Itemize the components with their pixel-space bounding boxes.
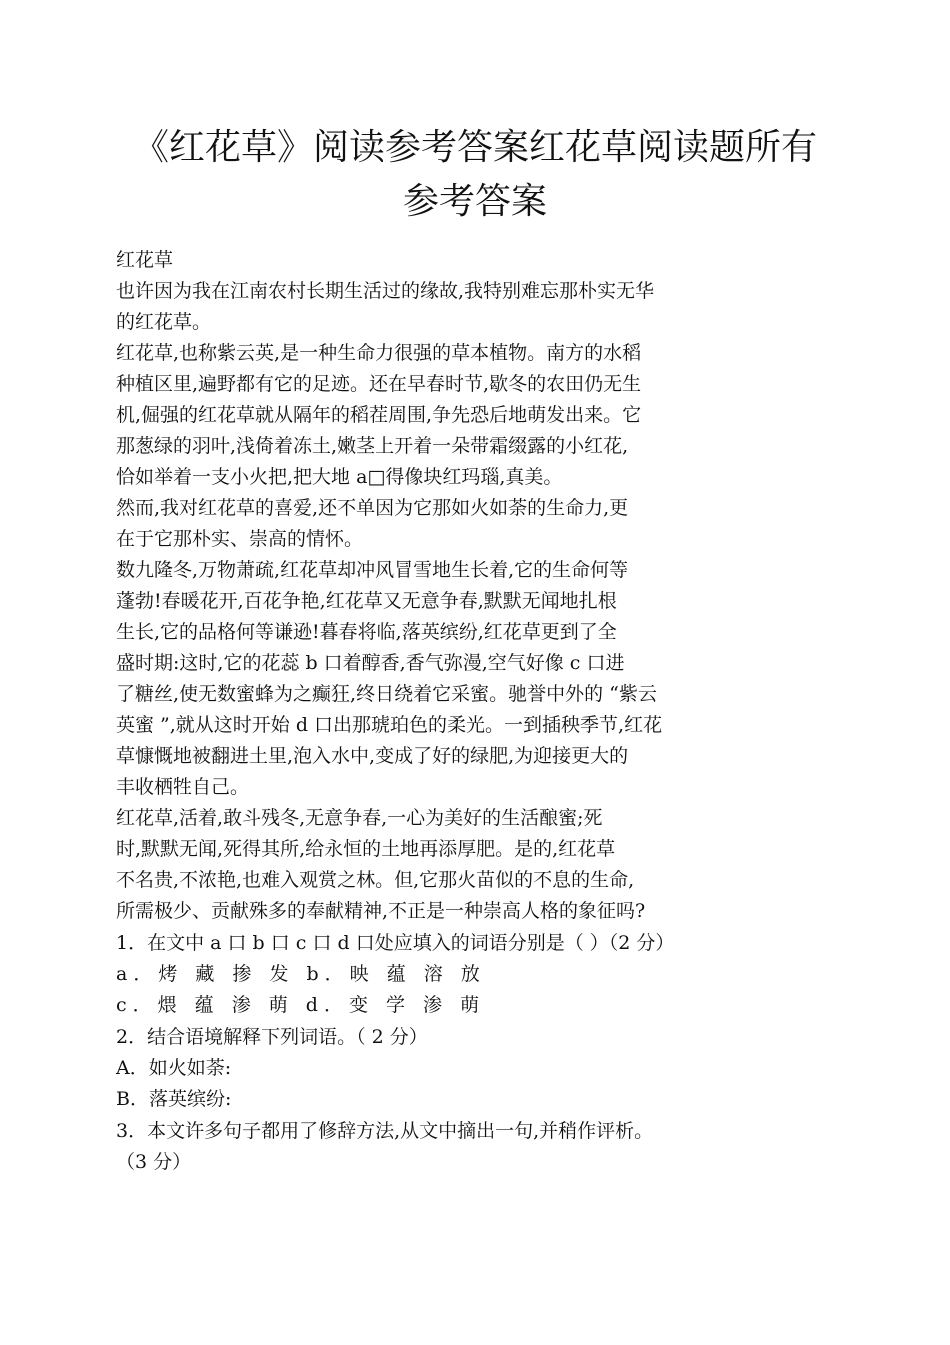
passage-line: 机,倔强的红花草就从隔年的稻茬周围,争先恐后地萌发出来。它 xyxy=(116,404,642,426)
question-1-options-ab: a．烤 藏 掺 发 b．映 蕴 溶 放 xyxy=(116,963,486,985)
passage-line: 数九隆冬,万物萧疏,红花草却冲风冒雪地生长着,它的生命何等 xyxy=(116,559,629,581)
document-title-line-1: 《红花草》阅读参考答案红花草阅读题所有 xyxy=(132,127,817,168)
passage-line: 生长,它的品格何等谦逊!暮春将临,落英缤纷,红花草更到了全 xyxy=(116,621,617,643)
passage-line: 红花草,也称紫云英,是一种生命力很强的草本植物。南方的水稻 xyxy=(116,342,642,364)
passage-line: 盛时期:这时,它的花蕊 b 口着醇香,香气弥漫,空气好像 c 口进 xyxy=(116,652,625,674)
passage-line: 丰收栖牲自己。 xyxy=(116,776,250,798)
document-title-line-2: 参考答案 xyxy=(402,181,547,222)
question-2-item-b: B．落英缤纷: xyxy=(116,1088,232,1110)
passage-line: 不名贵,不浓艳,也难入观赏之林。但,它那火苗似的不息的生命, xyxy=(116,869,635,891)
question-2: 2．结合语境解释下列词语。（ 2 分） xyxy=(116,1026,428,1048)
passage-line: 的红花草。 xyxy=(116,311,212,333)
passage-line: 了糖丝,使无数蜜蜂为之癫狂,终日绕着它采蜜。驰誉中外的 “紫云 xyxy=(116,683,657,705)
passage-line: 种植区里,遍野都有它的足迹。还在早春时节,歇冬的农田仍无生 xyxy=(116,373,642,395)
passage-line: 红花草,活着,敢斗残冬,无意争春,一心为美好的生活酿蜜;死 xyxy=(116,807,603,829)
passage-line: 然而,我对红花草的喜爱,还不单因为它那如火如荼的生命力,更 xyxy=(116,497,629,519)
passage-line: 草慷慨地被翻进土里,泡入水中,变成了好的绿肥,为迎接更大的 xyxy=(116,745,629,767)
passage-line: 英蜜 ”,就从这时开始 d 口出那琥珀色的柔光。一到插秧季节,红花 xyxy=(116,714,663,736)
passage-line: 蓬勃!春暖花开,百花争艳,红花草又无意争春,默默无闻地扎根 xyxy=(116,590,617,612)
passage-line: 所需极少、贡献殊多的奉献精神,不正是一种崇高人格的象征吗? xyxy=(116,900,646,922)
question-2-item-a: A．如火如荼: xyxy=(116,1057,232,1079)
question-3: 3．本文许多句子都用了修辞方法,从文中摘出一句,并稍作评析。 xyxy=(116,1120,654,1142)
question-1-options-cd: c．煨 蕴 渗 萌 d．变 学 渗 萌 xyxy=(116,994,486,1016)
passage-heading: 红花草 xyxy=(116,249,174,271)
passage-line: 那葱绿的羽叶,浅倚着冻土,嫩茎上开着一朵带霜缀露的小红花, xyxy=(116,435,629,457)
passage-line: 在于它那朴实、崇高的情怀。 xyxy=(116,528,364,550)
passage-line: 时,默默无闻,死得其所,给永恒的土地再添厚肥。是的,红花草 xyxy=(116,838,616,860)
question-1: 1．在文中 a 口 b 口 c 口 d 口处应填入的词语分别是（ ）（2 分） xyxy=(116,932,675,954)
passage-line: 恰如举着一支小火把,把大地 a□得像块红玛瑙,真美。 xyxy=(116,466,563,488)
passage-line: 也许因为我在江南农村长期生活过的缘故,我特别难忘那朴实无华 xyxy=(116,280,655,302)
question-3-score: （3 分） xyxy=(116,1151,192,1173)
